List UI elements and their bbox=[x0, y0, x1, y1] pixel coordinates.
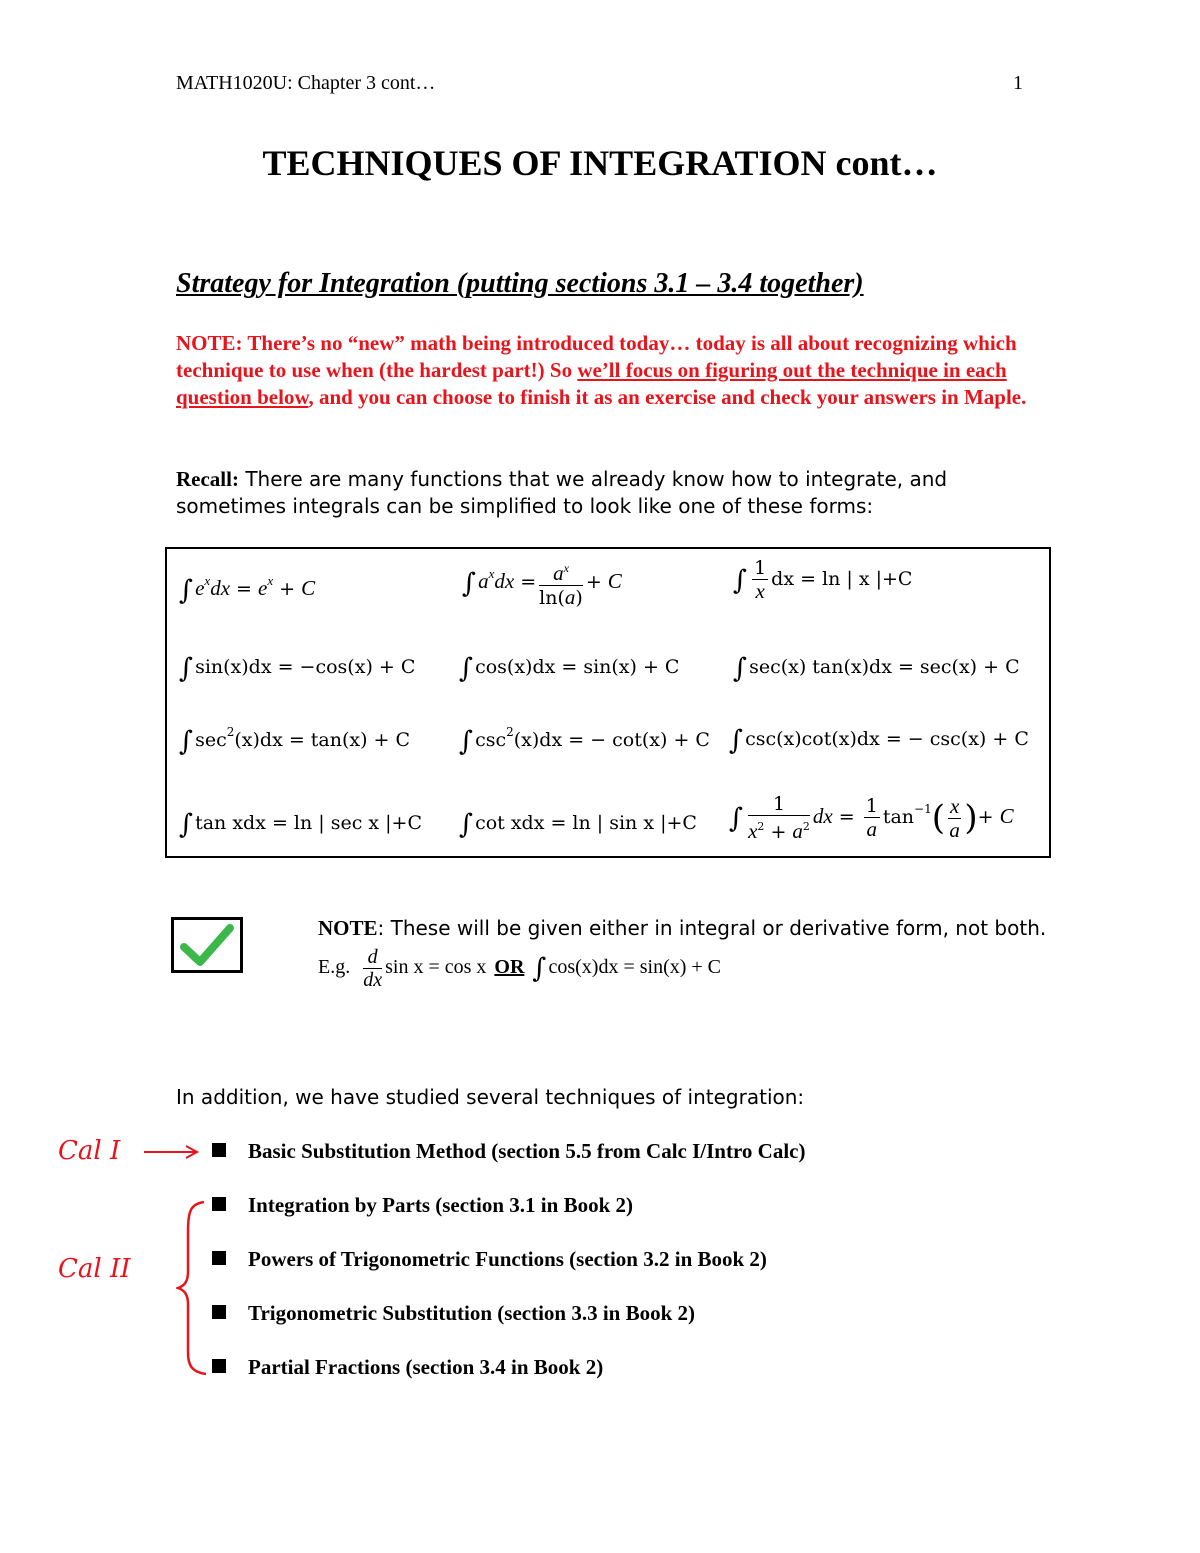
example-or: OR bbox=[494, 956, 525, 979]
example-label: E.g. bbox=[318, 956, 351, 979]
example-line: E.g. $\frac{d}{dx}$ sin x = cos x OR ∫ cos(x)dx = sin(x) + C bbox=[318, 946, 722, 991]
bullet-square-icon bbox=[212, 1143, 226, 1157]
handwritten-cal1: Cal I bbox=[58, 1136, 121, 1166]
formula-tan: ∫ tan xdx = ln | sec x |+C bbox=[179, 809, 422, 840]
formula-cos: ∫ cos(x)dx = sin(x) + C bbox=[459, 653, 680, 684]
technique-item: Basic Substitution Method (section 5.5 from Calc I/Intro Calc) bbox=[212, 1139, 805, 1164]
formula-exp: $\int e^xdx = e^x + C$ bbox=[179, 573, 316, 606]
formula-cot: ∫ cot xdx = ln | sin x |+C bbox=[459, 809, 697, 840]
recall-text: There are many functions that we already know how to integrate, and sometimes integrals can be simplified to look like one of these forms: bbox=[176, 467, 948, 518]
note-forms-text: : These will be given either in integral or derivative form, not both. bbox=[377, 916, 1047, 940]
formula-sec-tan: ∫ sec(x) tan(x)dx = sec(x) + C bbox=[733, 653, 1020, 684]
formula-sec-squared: ∫ $\sec^2(x)dx = \tan(x) + C$ bbox=[179, 725, 411, 757]
formula-csc-cot: ∫ csc(x)cot(x)dx = − csc(x) + C bbox=[729, 725, 1029, 756]
recall-paragraph bbox=[176, 466, 1056, 520]
note-underlined: we’ll focus on figuring out the technique in each question below bbox=[176, 358, 1007, 409]
technique-item: Powers of Trigonometric Functions (section 3.2 in Book 2) bbox=[212, 1247, 767, 1272]
note-text-2: , and you can choose to finish it as an exercise and check your answers in Maple. bbox=[308, 385, 1027, 409]
note-forms bbox=[318, 916, 1046, 941]
checkmark-icon bbox=[174, 920, 240, 970]
page-title: TECHNIQUES OF INTEGRATION cont… bbox=[262, 143, 938, 183]
formula-sin: ∫ sin(x)dx = −cos(x) + C bbox=[179, 653, 416, 684]
formula-table bbox=[165, 547, 1051, 858]
formula-csc-squared: ∫ $\csc^2(x)dx$ = − cot(x) + C bbox=[459, 725, 710, 757]
handwritten-cal2: Cal II bbox=[58, 1254, 131, 1284]
formula-arctan: ∫ $\frac{1}{x^2 + a^2}$ dx = $\frac{1}{a}$ $\tan^{-1}$( $\frac{x}{a}$ )+ C bbox=[729, 793, 1014, 843]
note-paragraph bbox=[176, 330, 1056, 411]
checkbox bbox=[171, 917, 243, 973]
section-heading: Strategy for Integration (putting sections 3.1 – 3.4 together) bbox=[176, 268, 864, 299]
running-header: MATH1020U: Chapter 3 cont… bbox=[176, 72, 436, 94]
curly-brace-icon bbox=[176, 1192, 216, 1382]
note-text-1: NOTE: There’s no “new” math being introduced today… today is all about recognizing which technique to use when (the hardest part!) So bbox=[176, 331, 1017, 382]
page-number: 1 bbox=[1013, 72, 1023, 94]
recall-label: Recall: bbox=[176, 467, 239, 491]
example-integral: cos(x)dx = sin(x) + C bbox=[548, 956, 722, 979]
techniques-intro: In addition, we have studied several techniques of integration: bbox=[176, 1085, 805, 1109]
note-forms-label: NOTE bbox=[318, 916, 378, 940]
formula-reciprocal: ∫ $\frac{1}{x}$ dx = ln | x |+C bbox=[733, 557, 913, 603]
technique-item: Integration by Parts (section 3.1 in Book 2) bbox=[212, 1193, 633, 1218]
arrow-right-icon bbox=[140, 1142, 202, 1162]
example-derivative: sin x = cos x bbox=[385, 956, 487, 979]
technique-item: Trigonometric Substitution (section 3.3 in Book 2) bbox=[212, 1301, 695, 1326]
technique-item: Partial Fractions (section 3.4 in Book 2) bbox=[212, 1355, 603, 1380]
formula-power-base: $\int a^xdx$ = $\frac{a^x}{\ln(a)}$ + C bbox=[462, 557, 622, 609]
